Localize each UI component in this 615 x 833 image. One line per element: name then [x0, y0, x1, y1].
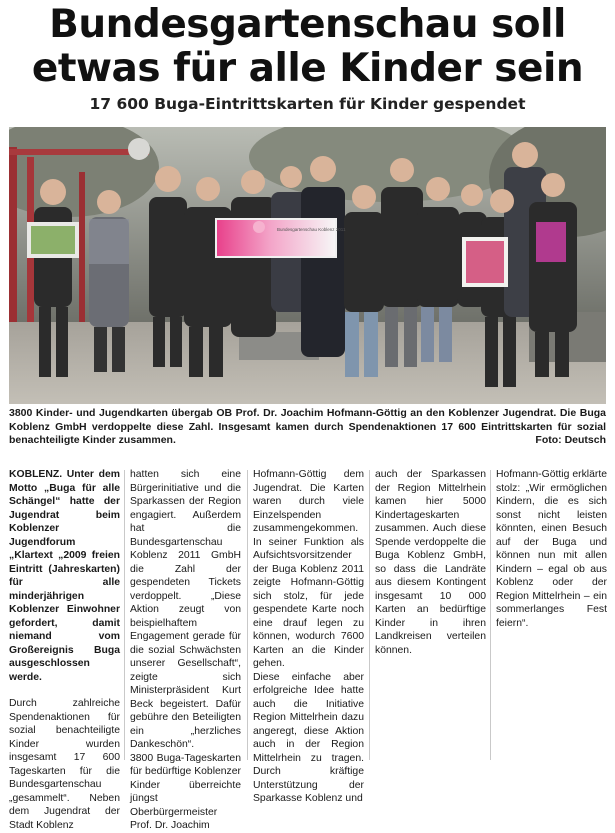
headline-line-1: Bundesgartenschau soll: [49, 2, 566, 47]
article-column-5: [496, 468, 607, 630]
body-paragraph: auch der Sparkassen der Region Mittelrhein kamen hier 5000 Kindertageskarten zusammen. Auch diese Spende verdoppelte die Buga Koblenz GmbH, so dass die Landräte aus diesem Kontingent insgesamt 10 000 Karten an bedürftige Kinder in ihren Landkreisen verteilen können.: [375, 469, 486, 656]
article-column-4: [375, 468, 486, 657]
headline-line-2: etwas für alle Kinder sein: [31, 46, 584, 91]
body-paragraph: Diese einfache aber erfolgreiche Idee hatte auch die Initiative Region Mittelrhein dazu angeregt, diese Aktion auch in der Region Mittelrhein zu tragen. Durch kräftige Unterstützung der Sparkasse Koblenz und: [253, 671, 364, 804]
body-paragraph: Hofmann-Göttig erklärte stolz: „Wir ermöglichen Kindern, die es sich sonst nicht leisten könnten, einen Besuch auf der Buga und können nun mit allen Kindern – egal ob aus Koblenz oder der Region Mittelrhein – ein sommerlanges Fest feiern“.: [496, 469, 607, 629]
photo-caption: [9, 407, 606, 448]
subheadline: 17 600 Buga-Eintrittskarten für Kinder gespendet: [89, 95, 526, 113]
caption-text: 3800 Kinder- und Jugendkarten übergab OB Prof. Dr. Joachim Hofmann-Göttig an den Koblenzer Jugendrat. Die Buga Koblenz GmbH verdoppelte diese Zahl. Insgesamt kamen durch Spendenaktionen 17 600 Eintrittskarten für sozial benachteiligte Kinder zusammen.: [9, 407, 606, 446]
column-divider: [247, 470, 248, 760]
body-paragraph: Durch zahlreiche Spendenaktionen für sozial benachteiligte Kinder wurden insgesamt 17 600 Tageskarten für die Bundesgartenschau „gesammelt“. Neben dem Jugendrat der Stadt Koblenz: [9, 698, 120, 831]
group-photo: [9, 127, 606, 404]
lead-paragraph: KOBLENZ. Unter dem Motto „Buga für alle Schängel“ hatte der Jugendrat beim Koblenzer Jugendforum „Klartext „2009 freien Eintritt (Jahreskarten) für alle minderjährigen Koblenzer Einwohner gefordert, damit niemand vom Großereignis Buga ausgeschlossen werde.: [9, 469, 120, 683]
article-column-1: [9, 468, 120, 832]
article-column-2: [130, 468, 241, 833]
column-divider: [369, 470, 370, 760]
group-photo-illustration: [9, 127, 606, 404]
body-paragraph: 3800 Buga-Tageskarten für bedürftige Koblenzer Kinder überreichte jüngst Oberbürgermeister Prof. Dr. Joachim: [130, 752, 241, 831]
body-paragraph: Hofmann-Göttig dem Jugendrat. Die Karten waren durch viele Einzelspenden zusammengekommen. In seiner Funktion als Aufsichtsvorsitzender der Buga Koblenz 2011 zeigte Hofmann-Göttig sich stolz, für jede gespendete Karte noch eine drauf legen zu können, wodurch 7600 Karten an die Kinder gehen.: [253, 469, 364, 669]
article-column-3: [253, 468, 364, 806]
column-divider: [490, 470, 491, 760]
photo-credit: Foto: Deutsch: [535, 434, 606, 446]
column-divider: [124, 470, 125, 760]
body-paragraph: hatten sich eine Bürgerinitiative und die Sparkassen der Region engagiert. Außerdem hat die Bundesgartenschau Koblenz 2011 GmbH die Zahl der gespendeten Tickets verdoppelt. „Diese Aktion zeugt von beispielhaftem Engagement gerade für die sozial Schwächsten unserer Gesellschaft“, zeigte sich Ministerpräsident Kurt Beck begeistert. Dafür gebühre den Beteiligten ein „herzliches Dankeschön“.: [130, 469, 241, 750]
ticket-text: Bundesgartenschau Koblenz 2011: [277, 227, 346, 232]
